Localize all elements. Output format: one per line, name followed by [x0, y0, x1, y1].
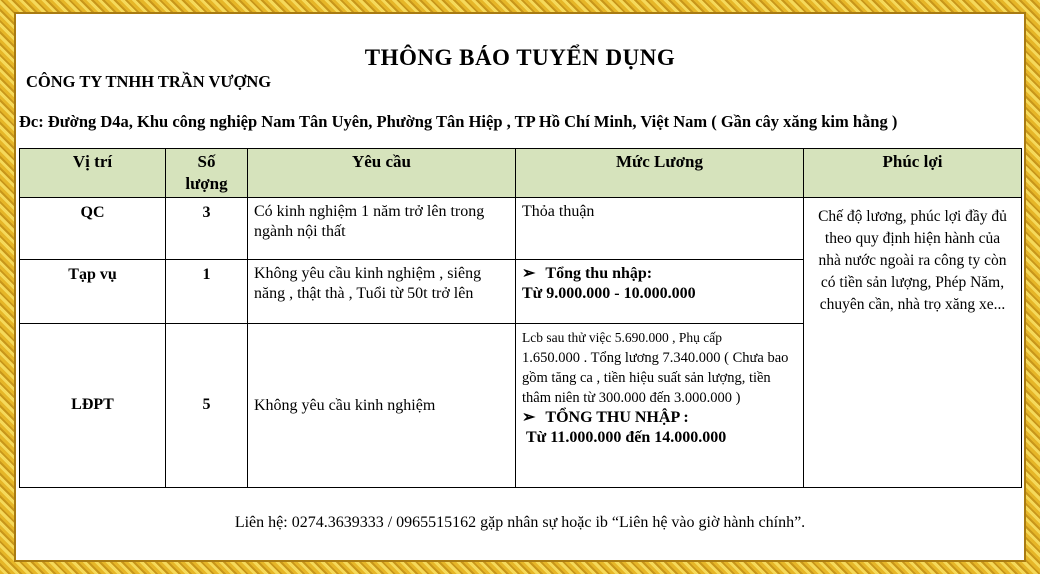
salary-total-label: TỔNG THU NHẬP :	[545, 409, 689, 426]
salary-total-line	[522, 408, 797, 428]
salary-range: Từ 11.000.000 đến 14.000.000	[526, 429, 727, 446]
row-ldpt-requirements: Không yêu cầu kinh nghiệm	[248, 324, 516, 488]
row-tapvu-requirements: Không yêu cầu kinh nghiệm , siêng năng , thật thà , Tuổi từ 50t trở lên	[248, 260, 516, 324]
header-quantity-line1: Số	[197, 152, 216, 171]
row-tapvu-position: Tạp vụ	[20, 260, 166, 324]
company-address: Đc: Đường D4a, Khu công nghiệp Nam Tân Uyên, Phường Tân Hiệp , TP Hồ Chí Minh, Việt Nam ( Gần cây xăng kim hằng )	[19, 112, 898, 131]
company-name: CÔNG TY TNHH TRẦN VƯỢNG	[26, 72, 272, 91]
arrow-bullet-icon: ➢	[522, 265, 536, 282]
notice-card	[16, 14, 1024, 560]
row-qc-quantity: 3	[166, 198, 248, 260]
contact-info: Liên hệ: 0274.3639333 / 0965515162 gặp nhân sự hoặc ib “Liên hệ vào giờ hành chính”.	[234, 514, 806, 531]
row-ldpt-position: LĐPT	[20, 324, 166, 488]
arrow-bullet-icon: ➢	[522, 409, 536, 426]
row-qc-salary: Thỏa thuận	[516, 198, 804, 260]
header-quantity	[166, 149, 248, 198]
salary-range: Từ 9.000.000 - 10.000.000	[522, 285, 696, 302]
header-benefits: Phúc lợi	[804, 149, 1022, 198]
job-table	[19, 148, 1022, 488]
row-ldpt-quantity: 5	[166, 324, 248, 488]
header-quantity-line2: lượng	[185, 174, 228, 193]
header-requirements: Yêu cầu	[248, 149, 516, 198]
benefits-cell: Chế độ lương, phúc lợi đầy đủ theo quy định hiện hành của nhà nước ngoài ra công ty còn có tiền sản lượng, Phép Năm, chuyên cần, nhà trọ xăng xe...	[804, 198, 1022, 488]
salary-detail-2: 1.650.000 . Tổng lương 7.340.000 ( Chưa bao gồm tăng ca , tiền hiệu suất sản lượng, tiền thâm niên từ 300.000 đến 3.000.000 )	[522, 350, 789, 406]
salary-detail-1: Lcb sau thử việc 5.690.000 , Phụ cấp	[522, 330, 723, 345]
row-qc-requirements: Có kinh nghiệm 1 năm trở lên trong ngành nội thất	[248, 198, 516, 260]
row-qc-position: QC	[20, 198, 166, 260]
header-position: Vị trí	[20, 149, 166, 198]
row-ldpt-salary	[516, 324, 804, 488]
header-salary: Mức Lương	[516, 149, 804, 198]
salary-total-label: Tổng thu nhập:	[545, 265, 653, 282]
table-row	[20, 198, 1022, 260]
page-title: THÔNG BÁO TUYỂN DỤNG	[364, 45, 676, 70]
row-tapvu-salary	[516, 260, 804, 324]
table-header-row	[20, 149, 1022, 198]
row-tapvu-quantity: 1	[166, 260, 248, 324]
salary-total-line	[522, 264, 797, 284]
